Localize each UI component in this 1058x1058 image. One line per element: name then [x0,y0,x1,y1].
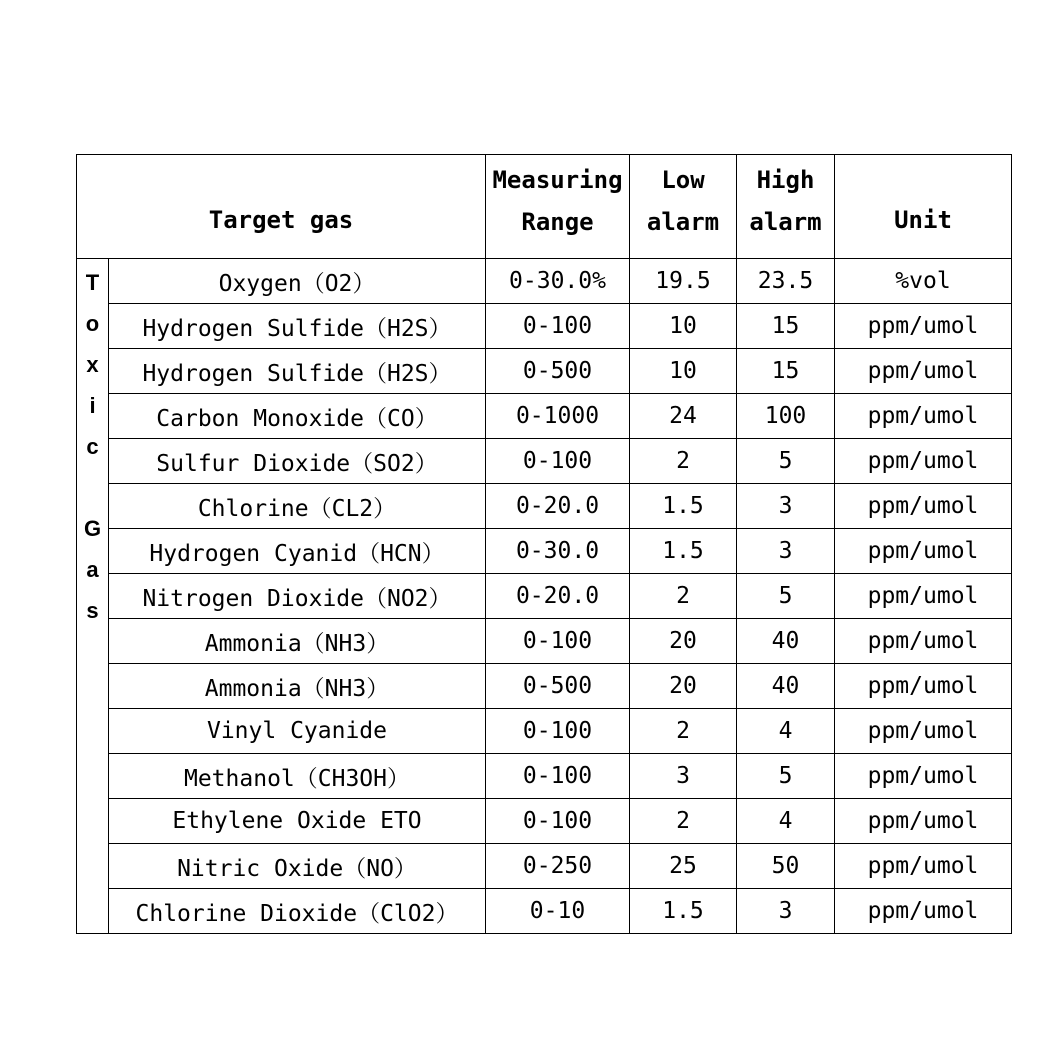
unit-cell: %vol [835,259,1012,304]
header-low-alarm-line1: Low [661,166,705,194]
table-row [77,709,1012,754]
measuring-range-cell: 0-30.0% [486,259,630,304]
gas-alarm-table [76,154,1012,934]
header-high-alarm-line2: alarm [749,208,822,236]
high-alarm-cell: 100 [737,394,835,439]
high-alarm-cell: 4 [737,709,835,754]
header-low-alarm [630,155,737,259]
header-unit: Unit [835,155,1012,259]
gas-name-cell: Chlorine（CL2） [109,484,486,529]
unit-cell: ppm/umol [835,484,1012,529]
gas-name-cell: Nitric Oxide（NO） [109,844,486,889]
low-alarm-cell: 1.5 [630,529,737,574]
header-high-alarm [737,155,835,259]
header-high-alarm-line1: High [756,166,815,194]
measuring-range-cell: 0-100 [486,619,630,664]
measuring-range-cell: 0-20.0 [486,574,630,619]
high-alarm-cell: 5 [737,439,835,484]
low-alarm-cell: 2 [630,709,737,754]
high-alarm-cell: 3 [737,889,835,934]
table-row [77,664,1012,709]
measuring-range-cell: 0-10 [486,889,630,934]
high-alarm-cell: 5 [737,754,835,799]
measuring-range-cell: 0-100 [486,754,630,799]
measuring-range-cell: 0-250 [486,844,630,889]
gas-name-cell: Hydrogen Cyanid（HCN） [109,529,486,574]
high-alarm-cell: 3 [737,484,835,529]
unit-cell: ppm/umol [835,844,1012,889]
unit-cell: ppm/umol [835,394,1012,439]
low-alarm-cell: 24 [630,394,737,439]
unit-cell: ppm/umol [835,529,1012,574]
table-row [77,889,1012,934]
measuring-range-cell: 0-1000 [486,394,630,439]
measuring-range-cell: 0-20.0 [486,484,630,529]
unit-cell: ppm/umol [835,799,1012,844]
low-alarm-cell: 20 [630,664,737,709]
header-row [77,155,1012,259]
low-alarm-cell: 3 [630,754,737,799]
unit-cell: ppm/umol [835,709,1012,754]
measuring-range-cell: 0-100 [486,304,630,349]
table-row [77,259,1012,304]
measuring-range-cell: 0-500 [486,664,630,709]
low-alarm-cell: 10 [630,304,737,349]
high-alarm-cell: 4 [737,799,835,844]
measuring-range-cell: 0-100 [486,439,630,484]
unit-cell: ppm/umol [835,889,1012,934]
low-alarm-cell: 25 [630,844,737,889]
header-measuring-range [486,155,630,259]
table-row [77,574,1012,619]
gas-name-cell: Ethylene Oxide ETO [109,799,486,844]
gas-name-cell: Vinyl Cyanide [109,709,486,754]
high-alarm-cell: 15 [737,349,835,394]
gas-name-cell: Methanol（CH3OH） [109,754,486,799]
low-alarm-cell: 1.5 [630,889,737,934]
side-label-letter: c [86,434,99,459]
gas-name-cell: Ammonia（NH3） [109,619,486,664]
unit-cell: ppm/umol [835,304,1012,349]
low-alarm-cell: 2 [630,574,737,619]
table-row [77,619,1012,664]
high-alarm-cell: 50 [737,844,835,889]
table-body [77,259,1012,934]
measuring-range-cell: 0-30.0 [486,529,630,574]
gas-name-cell: Hydrogen Sulfide（H2S） [109,349,486,394]
measuring-range-cell: 0-100 [486,709,630,754]
side-label-letter: G [83,516,102,541]
gas-name-cell: Hydrogen Sulfide（H2S） [109,304,486,349]
low-alarm-cell: 1.5 [630,484,737,529]
side-label-letters [77,260,108,932]
high-alarm-cell: 5 [737,574,835,619]
table-row [77,439,1012,484]
measuring-range-cell: 0-100 [486,799,630,844]
gas-name-cell: Oxygen（O2） [109,259,486,304]
side-label-letter: x [86,352,99,377]
gas-name-cell: Nitrogen Dioxide（NO2） [109,574,486,619]
table-row [77,529,1012,574]
low-alarm-cell: 10 [630,349,737,394]
table-row [77,304,1012,349]
header-target-gas: Target gas [77,155,486,259]
side-label-letter: s [86,598,99,623]
gas-name-cell: Carbon Monoxide（CO） [109,394,486,439]
high-alarm-cell: 40 [737,664,835,709]
unit-cell: ppm/umol [835,439,1012,484]
side-label-letter: T [85,270,100,295]
unit-cell: ppm/umol [835,664,1012,709]
toxic-gas-side-label [77,259,109,934]
high-alarm-cell: 15 [737,304,835,349]
table-row [77,349,1012,394]
unit-cell: ppm/umol [835,574,1012,619]
high-alarm-cell: 23.5 [737,259,835,304]
side-label-letter: i [89,393,96,418]
gas-name-cell: Chlorine Dioxide（ClO2） [109,889,486,934]
unit-cell: ppm/umol [835,619,1012,664]
header-low-alarm-line2: alarm [646,208,720,236]
unit-cell: ppm/umol [835,754,1012,799]
header-measuring-range-line2: Range [521,208,594,236]
header-measuring-range-line1: Measuring [492,166,623,194]
low-alarm-cell: 20 [630,619,737,664]
measuring-range-cell: 0-500 [486,349,630,394]
gas-name-cell: Ammonia（NH3） [109,664,486,709]
table-row [77,484,1012,529]
low-alarm-cell: 2 [630,439,737,484]
low-alarm-cell: 2 [630,799,737,844]
low-alarm-cell: 19.5 [630,259,737,304]
table-row [77,754,1012,799]
gas-name-cell: Sulfur Dioxide（SO2） [109,439,486,484]
side-label-letter: o [85,311,100,336]
table-row [77,799,1012,844]
side-label-letter: a [86,557,99,582]
high-alarm-cell: 40 [737,619,835,664]
table-row [77,844,1012,889]
table-row [77,394,1012,439]
high-alarm-cell: 3 [737,529,835,574]
unit-cell: ppm/umol [835,349,1012,394]
